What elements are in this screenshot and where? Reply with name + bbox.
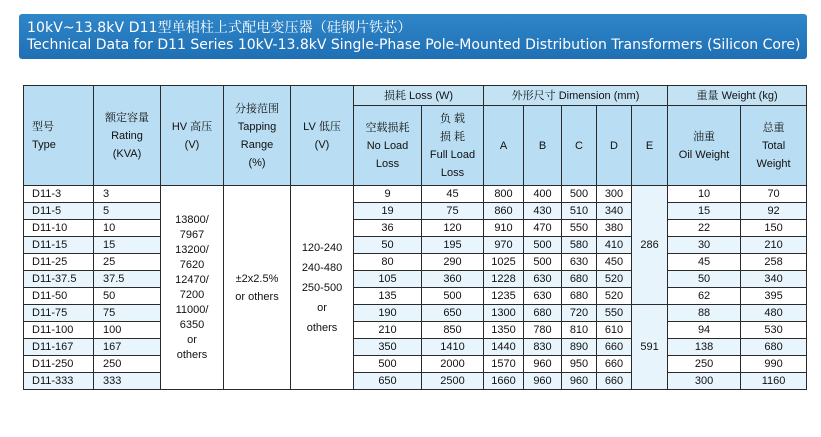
cell-dim-b: 680 [524,305,562,322]
cell-dim-c: 500 [562,186,597,203]
cell-no-load-loss: 19 [354,203,422,220]
cell-dim-a: 970 [484,237,524,254]
cell-rating: 75 [94,305,161,322]
cell-type: D11-15 [24,237,94,254]
cell-total-weight: 150 [741,220,807,237]
cell-dim-b: 430 [524,203,562,220]
cell-total-weight: 258 [741,254,807,271]
cell-oil-weight: 250 [668,356,741,373]
cell-full-load-loss: 120 [422,220,484,237]
cell-type: D11-250 [24,356,94,373]
cell-dim-d: 450 [597,254,632,271]
cell-full-load-loss: 195 [422,237,484,254]
cell-full-load-loss: 2500 [422,373,484,390]
cell-dim-b: 780 [524,322,562,339]
cell-total-weight: 340 [741,271,807,288]
header-tapping: 分接范围 Tapping Range (%) [224,86,291,186]
cell-dim-d: 660 [597,339,632,356]
cell-no-load-loss: 190 [354,305,422,322]
cell-total-weight: 395 [741,288,807,305]
cell-dim-d: 410 [597,237,632,254]
cell-dim-d: 300 [597,186,632,203]
cell-rating: 3 [94,186,161,203]
cell-dim-a: 1025 [484,254,524,271]
cell-oil-weight: 15 [668,203,741,220]
cell-dim-c: 680 [562,271,597,288]
cell-total-weight: 70 [741,186,807,203]
cell-dim-d: 520 [597,288,632,305]
lv-value: others [306,321,338,334]
title-banner [19,14,807,59]
hv-value: 13800/ [175,213,209,226]
header-oil-weight: 油重 Oil Weight [668,106,741,186]
spec-table [23,85,807,390]
cell-dim-c: 890 [562,339,597,356]
header-dimension-group: 外形尺寸 Dimension (mm) [484,86,668,106]
header-full-load-loss: 负 载 损 耗 Full Load Loss [422,106,484,186]
header-dim-c: C [562,106,597,186]
tapping-value: ±2x2.5% [235,272,279,285]
hv-value: 7200 [179,288,205,301]
cell-type: D11-333 [24,373,94,390]
cell-total-weight: 1160 [741,373,807,390]
header-lv: LV 低压 (V) [291,86,354,186]
cell-dim-c: 810 [562,322,597,339]
cell-dim-e-merged: 286 [632,186,668,305]
cell-no-load-loss: 9 [354,186,422,203]
cell-full-load-loss: 650 [422,305,484,322]
cell-type: D11-25 [24,254,94,271]
header-type: 型号 Type [24,86,94,186]
header-loss-group: 损耗 Loss (W) [354,86,484,106]
cell-oil-weight: 10 [668,186,741,203]
cell-rating: 15 [94,237,161,254]
cell-dim-a: 1228 [484,271,524,288]
cell-full-load-loss: 500 [422,288,484,305]
cell-dim-e-merged: 591 [632,305,668,390]
hv-value: 11000/ [175,303,209,316]
cell-oil-weight: 22 [668,220,741,237]
cell-total-weight: 480 [741,305,807,322]
table-row [24,186,807,203]
title-chinese: 10kV~13.8kV D11型单相柱上式配电变压器（硅钢片铁芯） [27,20,412,36]
header-dim-b: B [524,106,562,186]
cell-oil-weight: 94 [668,322,741,339]
lv-value: or [317,301,327,314]
hv-value: 7620 [179,258,205,271]
table-row [24,220,807,237]
cell-dim-c: 550 [562,220,597,237]
cell-total-weight: 530 [741,322,807,339]
cell-oil-weight: 50 [668,271,741,288]
cell-oil-weight: 30 [668,237,741,254]
header-weight-group: 重量 Weight (kg) [668,86,807,106]
lv-value: 250-500 [301,281,343,294]
cell-no-load-loss: 135 [354,288,422,305]
header-dim-d: D [597,106,632,186]
cell-dim-c: 960 [562,373,597,390]
cell-dim-a: 1570 [484,356,524,373]
header-dim-a: A [484,106,524,186]
cell-no-load-loss: 210 [354,322,422,339]
cell-rating: 37.5 [94,271,161,288]
cell-dim-b: 630 [524,288,562,305]
cell-dim-a: 860 [484,203,524,220]
cell-oil-weight: 45 [668,254,741,271]
cell-type: D11-50 [24,288,94,305]
cell-rating: 100 [94,322,161,339]
header-rating: 额定容量 Rating (KVA) [94,86,161,186]
table-row [24,271,807,288]
cell-total-weight: 210 [741,237,807,254]
cell-type: D11-10 [24,220,94,237]
lv-value: 240-480 [301,261,343,274]
cell-dim-d: 340 [597,203,632,220]
cell-dim-d: 520 [597,271,632,288]
cell-oil-weight: 138 [668,339,741,356]
cell-oil-weight: 300 [668,373,741,390]
table-row [24,305,807,322]
hv-value: 6350 [179,318,205,331]
cell-type: D11-5 [24,203,94,220]
cell-dim-c: 950 [562,356,597,373]
cell-dim-d: 610 [597,322,632,339]
cell-dim-b: 630 [524,271,562,288]
cell-full-load-loss: 2000 [422,356,484,373]
cell-dim-b: 400 [524,186,562,203]
cell-dim-c: 580 [562,237,597,254]
cell-dim-a: 1660 [484,373,524,390]
cell-total-weight: 92 [741,203,807,220]
cell-no-load-loss: 80 [354,254,422,271]
table-row [24,322,807,339]
table-row [24,237,807,254]
cell-dim-d: 660 [597,373,632,390]
hv-value: 7967 [179,228,205,241]
header-no-load-loss: 空载损耗 No Load Loss [354,106,422,186]
cell-oil-weight: 88 [668,305,741,322]
cell-dim-b: 960 [524,356,562,373]
cell-full-load-loss: 850 [422,322,484,339]
cell-no-load-loss: 500 [354,356,422,373]
cell-dim-b: 960 [524,373,562,390]
cell-hv-merged [161,186,224,390]
cell-dim-d: 660 [597,356,632,373]
cell-oil-weight: 62 [668,288,741,305]
cell-dim-c: 720 [562,305,597,322]
table-row [24,203,807,220]
cell-type: D11-75 [24,305,94,322]
cell-lv-merged [291,186,354,390]
hv-value: others [176,348,208,361]
cell-type: D11-37.5 [24,271,94,288]
cell-total-weight: 680 [741,339,807,356]
cell-no-load-loss: 650 [354,373,422,390]
header-dim-e: E [632,106,668,186]
lv-value: 120-240 [301,241,343,254]
cell-no-load-loss: 36 [354,220,422,237]
cell-rating: 50 [94,288,161,305]
cell-rating: 25 [94,254,161,271]
table-row [24,339,807,356]
cell-rating: 333 [94,373,161,390]
cell-dim-b: 500 [524,237,562,254]
cell-no-load-loss: 350 [354,339,422,356]
cell-rating: 5 [94,203,161,220]
cell-dim-b: 470 [524,220,562,237]
cell-dim-a: 800 [484,186,524,203]
cell-dim-c: 510 [562,203,597,220]
tapping-value: or others [235,290,279,303]
cell-rating: 250 [94,356,161,373]
cell-dim-c: 680 [562,288,597,305]
cell-dim-a: 1350 [484,322,524,339]
cell-full-load-loss: 45 [422,186,484,203]
cell-type: D11-100 [24,322,94,339]
cell-dim-c: 630 [562,254,597,271]
cell-full-load-loss: 290 [422,254,484,271]
cell-full-load-loss: 75 [422,203,484,220]
hv-value: 12470/ [175,273,209,286]
cell-dim-a: 1440 [484,339,524,356]
cell-full-load-loss: 1410 [422,339,484,356]
cell-no-load-loss: 50 [354,237,422,254]
cell-total-weight: 990 [741,356,807,373]
table-row [24,288,807,305]
cell-no-load-loss: 105 [354,271,422,288]
cell-dim-a: 910 [484,220,524,237]
hv-value: 13200/ [175,243,209,256]
header-total-weight: 总重 Total Weight [741,106,807,186]
cell-type: D11-3 [24,186,94,203]
table-row [24,254,807,271]
cell-dim-a: 1300 [484,305,524,322]
table-row [24,356,807,373]
cell-tapping-merged [224,186,291,390]
cell-type: D11-167 [24,339,94,356]
cell-rating: 10 [94,220,161,237]
table-row [24,373,807,390]
cell-rating: 167 [94,339,161,356]
cell-dim-b: 830 [524,339,562,356]
cell-dim-a: 1235 [484,288,524,305]
cell-full-load-loss: 360 [422,271,484,288]
cell-dim-d: 550 [597,305,632,322]
cell-dim-d: 380 [597,220,632,237]
cell-dim-b: 500 [524,254,562,271]
title-english: Technical Data for D11 Series 10kV-13.8kV Single-Phase Pole-Mounted Distribution Transformers (Silicon Core) [27,37,801,53]
hv-value: or [187,333,197,346]
header-hv: HV 高压 (V) [161,86,224,186]
